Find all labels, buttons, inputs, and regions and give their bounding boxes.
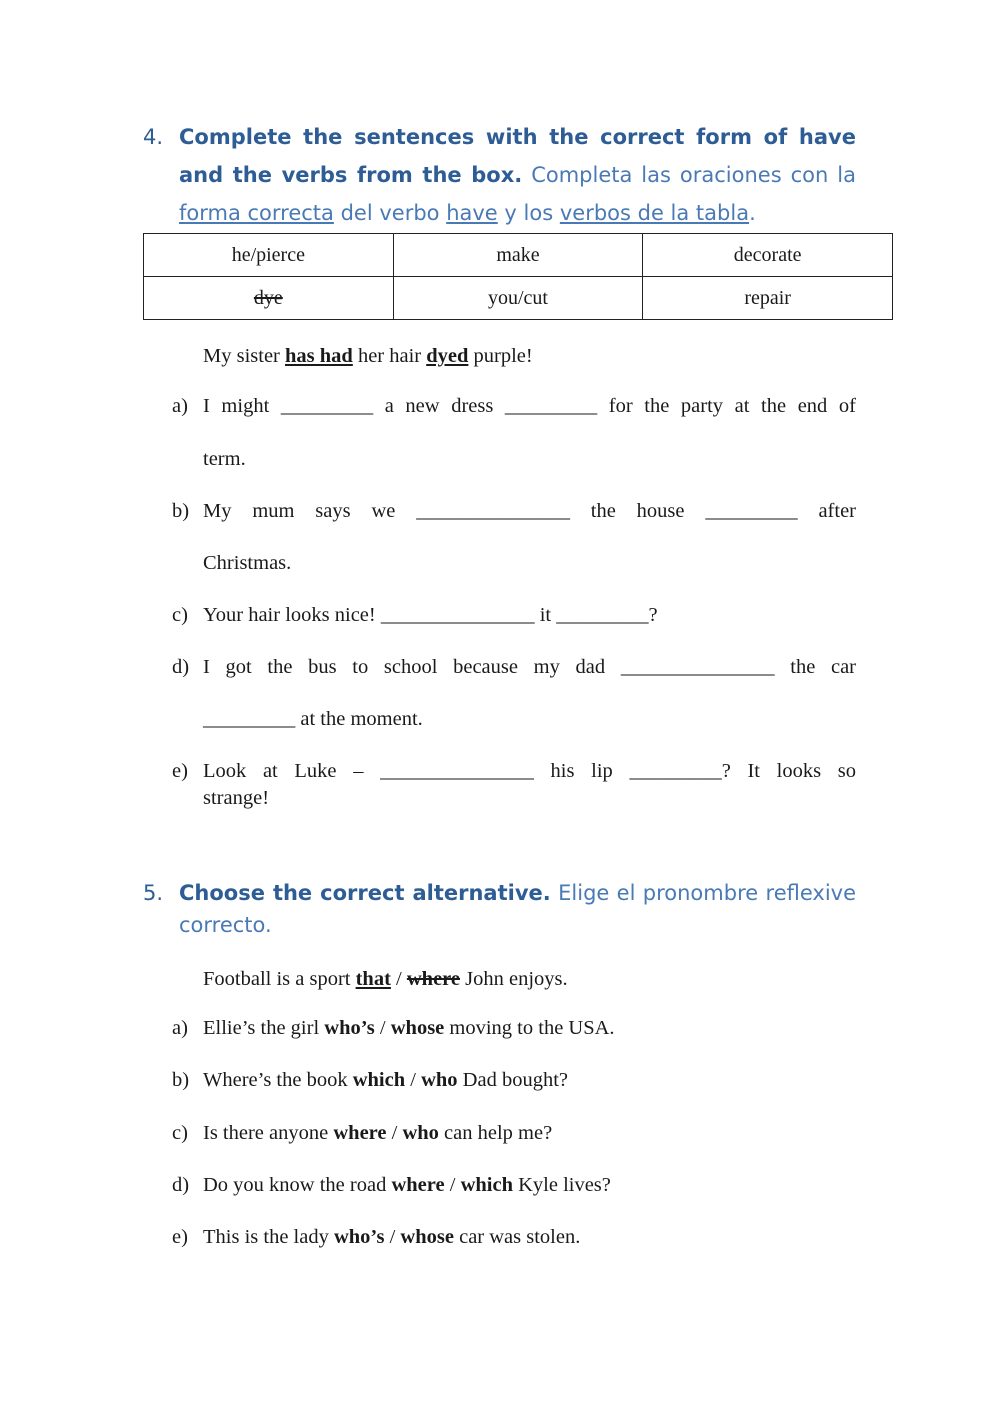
- example-separator: /: [396, 968, 402, 990]
- exercise-5-item-b: b) Where’s the book which / who Dad bought?: [172, 1069, 568, 1091]
- exercise-5-spanish: Elige el pronombre reflexive correcto.: [179, 881, 856, 937]
- exercise-5-number: 5.: [143, 881, 164, 905]
- exercise-5-item-d: d) Do you know the road where / which Kyle lives?: [172, 1174, 611, 1196]
- option-2: who: [421, 1069, 458, 1091]
- item-label: d): [172, 1174, 190, 1196]
- exercise-4-item-c: [172, 602, 856, 628]
- exercise-4-spanish-2: del verbo: [340, 201, 440, 225]
- option-1: where: [333, 1122, 387, 1144]
- exercise-4-number: 4.: [143, 125, 164, 149]
- verb-cell-struck: dye: [144, 277, 394, 320]
- item-label: a): [172, 1017, 188, 1039]
- item-label: b): [172, 1069, 190, 1091]
- item-text: can help me?: [444, 1122, 553, 1144]
- exercise-5-item-c: c) Is there anyone where / who can help me?: [172, 1122, 553, 1144]
- item-label: b): [172, 500, 190, 522]
- exercise-5-example: [203, 966, 568, 992]
- item-text: Is there anyone: [203, 1122, 329, 1144]
- item-label: c): [172, 604, 188, 626]
- item-text: I got the bus to school because my dad _______________ the car: [203, 656, 856, 678]
- item-label: a): [172, 395, 188, 417]
- exercise-4-item-d-continued: _________ at the moment.: [203, 708, 423, 730]
- item-label: e): [172, 1226, 188, 1248]
- item-text: I might _________ a new dress _________ for the party at the end of: [203, 395, 856, 417]
- example-text: Football is a sport: [203, 968, 351, 990]
- item-text: car was stolen.: [459, 1226, 581, 1248]
- exercise-5-item-a: a) Ellie’s the girl who’s / whose moving to the USA.: [172, 1017, 615, 1039]
- example-answer: that: [355, 968, 391, 990]
- option-2: who: [402, 1122, 439, 1144]
- item-text: Kyle lives?: [518, 1174, 611, 1196]
- exercise-4-spanish-4: .: [749, 201, 756, 225]
- verb-box-row: [144, 234, 893, 277]
- item-label: d): [172, 656, 190, 678]
- example-text: My sister: [203, 345, 280, 367]
- exercise-5-heading: [143, 877, 856, 941]
- item-text: Dad bought?: [462, 1069, 568, 1091]
- item-text: Look at Luke – _______________ his lip _________? It looks so: [203, 760, 856, 782]
- option-2: whose: [390, 1017, 445, 1039]
- verb-box-row: [144, 277, 893, 320]
- option-1: which: [352, 1069, 406, 1091]
- example-text: purple!: [473, 345, 533, 367]
- example-answer-1: has had: [285, 345, 353, 367]
- item-text: Where’s the book: [203, 1069, 348, 1091]
- example-text: her hair: [357, 345, 422, 367]
- exercise-4-item-a: [172, 393, 856, 419]
- verb-cell: he/pierce: [144, 234, 394, 277]
- option-2: which: [460, 1174, 513, 1196]
- option-1: who’s: [324, 1017, 375, 1039]
- example-answer-2: dyed: [426, 345, 469, 367]
- item-label: e): [172, 760, 188, 782]
- verb-box-table: [143, 233, 893, 320]
- item-text: This is the lady: [203, 1226, 329, 1248]
- option-2: whose: [400, 1226, 454, 1248]
- example-text: John enjoys.: [465, 968, 568, 990]
- option-1: who’s: [333, 1226, 385, 1248]
- exercise-4-item-e-continued: strange!: [203, 787, 270, 809]
- item-text: Ellie’s the girl: [203, 1017, 320, 1039]
- exercise-4-item-e: [172, 758, 856, 784]
- exercise-4-spanish-1: Completa las oraciones con la: [531, 163, 856, 187]
- item-text: My mum says we _______________ the house _________ after: [203, 500, 856, 522]
- exercise-4-title: Complete the sentences with the correct form of have and the verbs from the box.: [179, 125, 856, 187]
- exercise-4-spanish-3: y los: [504, 201, 554, 225]
- item-text: Do you know the road: [203, 1174, 387, 1196]
- exercise-5-title: Choose the correct alternative.: [179, 881, 551, 905]
- exercise-4-item-b-continued: Christmas.: [203, 552, 292, 574]
- exercise-4-item-a-continued: term.: [203, 448, 246, 470]
- exercise-4-spanish-u1: forma correcta: [179, 201, 334, 225]
- item-text: Your hair looks nice! _______________ it _________?: [203, 604, 658, 626]
- exercise-4-spanish-u3: verbos de la tabla: [559, 201, 750, 225]
- verb-cell: repair: [643, 277, 893, 320]
- exercise-4-spanish-u2: have: [446, 201, 498, 225]
- item-text: moving to the USA.: [449, 1017, 615, 1039]
- exercise-4-heading: [143, 118, 856, 232]
- example-struck-option: where: [406, 968, 461, 990]
- exercise-5-item-e: e) This is the lady who’s / whose car was stolen.: [172, 1226, 581, 1248]
- item-label: c): [172, 1122, 188, 1144]
- verb-cell: you/cut: [393, 277, 643, 320]
- exercise-4-item-d: [172, 654, 856, 680]
- exercise-4-item-b: [172, 498, 856, 524]
- exercise-4-example: [203, 343, 533, 369]
- option-1: where: [391, 1174, 445, 1196]
- verb-cell: decorate: [643, 234, 893, 277]
- verb-cell: make: [393, 234, 643, 277]
